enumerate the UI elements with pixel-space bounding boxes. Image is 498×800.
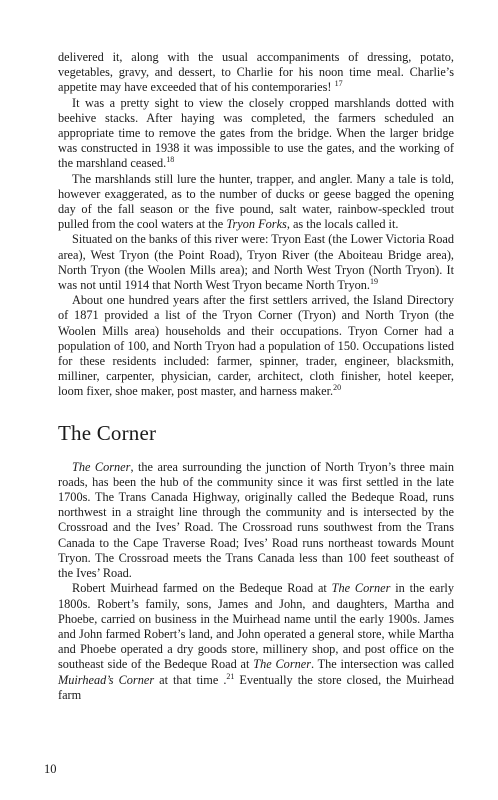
paragraph-text xyxy=(58,96,454,171)
italic-phrase: The Corner xyxy=(72,459,131,474)
text-run: Eventually the store closed, the Muirhead farm xyxy=(58,672,454,702)
paragraph xyxy=(58,50,454,96)
paragraph-text xyxy=(58,172,454,232)
italic-phrase: The Corner xyxy=(331,581,391,596)
text-run: , the area surrounding the junction of North Tryon’s three main roads, has been the hub of the community since it was first settled in the late 1700s. The Trans Canada Highway, originally called the Bedeque Road, runs northwest in a straight line through the community and is intersected by the Crossroad and the Ives’ Road. The Crossroad runs southwest from the Trans Canada to the Cape Traverse Road; Ives’ Road runs northeast towards Mount Tryon. The Crossroad meets the Trans Canada less than 100 feet southeast of the Ives’ Road. xyxy=(58,459,454,581)
paragraph xyxy=(58,96,454,172)
footnote-marker: 20 xyxy=(333,383,342,393)
paragraph xyxy=(58,232,454,293)
text-column xyxy=(58,50,454,703)
text-run: It was a pretty sight to view the closely cropped marshlands dotted with beehive stacks. After haying was completed, the farmers scheduled an appropriate time to remove the gates from the bridge. When the larger bridge was constructed in 1938 it was impossible to use the gates, and the working of the marshland ceased. xyxy=(58,95,454,171)
body-text-after-heading xyxy=(58,460,454,703)
footnote-marker: 21 xyxy=(226,671,235,681)
text-run: at that time . xyxy=(154,672,227,687)
italic-phrase: Muirhead’s Corner xyxy=(58,672,155,687)
text-run: Robert Muirhead farmed on the Bedeque Road at xyxy=(72,581,332,596)
text-run: The marshlands still lure the hunter, trapper, and angler. Many a tale is told, however exaggerated, as to the number of ducks or geese bagged the opening day of the fall season or the five pound, salt water, rainbow-speckled trout pulled from the cool waters at the xyxy=(58,171,454,232)
italic-phrase: Tryon Forks xyxy=(226,217,287,232)
text-run: . The intersection was called xyxy=(311,657,454,672)
paragraph-text xyxy=(58,50,454,94)
paragraph-text xyxy=(58,293,454,398)
paragraph-text xyxy=(58,460,454,580)
text-run: in the early 1800s. Robert’s family, sons, James and John, and daughters, Martha and Phoebe, carried on business in the Muirhead name until the early 1900s. James and John farmed Robert’s land, and John operated a general store, while Martha and Phoebe operated a dry goods store, millinery shop, and post office on the southeast side of the Bedeque Road at xyxy=(58,581,454,672)
footnote-marker: 18 xyxy=(166,155,175,165)
paragraph-text xyxy=(58,581,454,701)
text-run: About one hundred years after the first settlers arrived, the Island Directory of 1871 provided a list of the Tryon Corner (Tryon) and North Tryon (the Woolen Mills area) households and their occupations. Tryon Corner had a population of 100, and North Tryon had a population of 150. Occupations listed for these residents included: farmer, spinner, trader, engineer, blacksmith, milliner, carpenter, physician, carder, architect, cloth finisher, hotel keeper, loom fixer, shoe maker, post master, and harness maker. xyxy=(58,293,454,399)
paragraph xyxy=(58,293,454,399)
text-run: Situated on the banks of this river were: Tryon East (the Lower Victoria Road area), West Tryon (the Point Road), Tryon River (the Aboiteau Bridge area), North Tryon (the Woolen Mills area); and North West Tryon (North Tryon). It was not until 1914 that North West Tryon became North Tryon. xyxy=(58,232,454,293)
body-text-before-heading xyxy=(58,50,454,400)
footnote-marker: 17 xyxy=(334,79,343,89)
italic-phrase: The Corner xyxy=(253,657,311,672)
text-run: , as the locals called it. xyxy=(286,217,399,232)
paragraph xyxy=(58,172,454,233)
footnote-marker: 19 xyxy=(370,277,379,287)
paragraph xyxy=(58,460,454,582)
paragraph xyxy=(58,581,454,703)
section-heading: The Corner xyxy=(58,420,157,445)
paragraph-text xyxy=(58,232,454,292)
text-run: delivered it, along with the usual accompaniments of dressing, potato, vegetables, gravy, and dessert, to Charlie for his noon time meal. Charlie’s appetite may have exceeded that of his contemporaries! xyxy=(58,50,454,95)
page-number: 10 xyxy=(44,762,57,776)
